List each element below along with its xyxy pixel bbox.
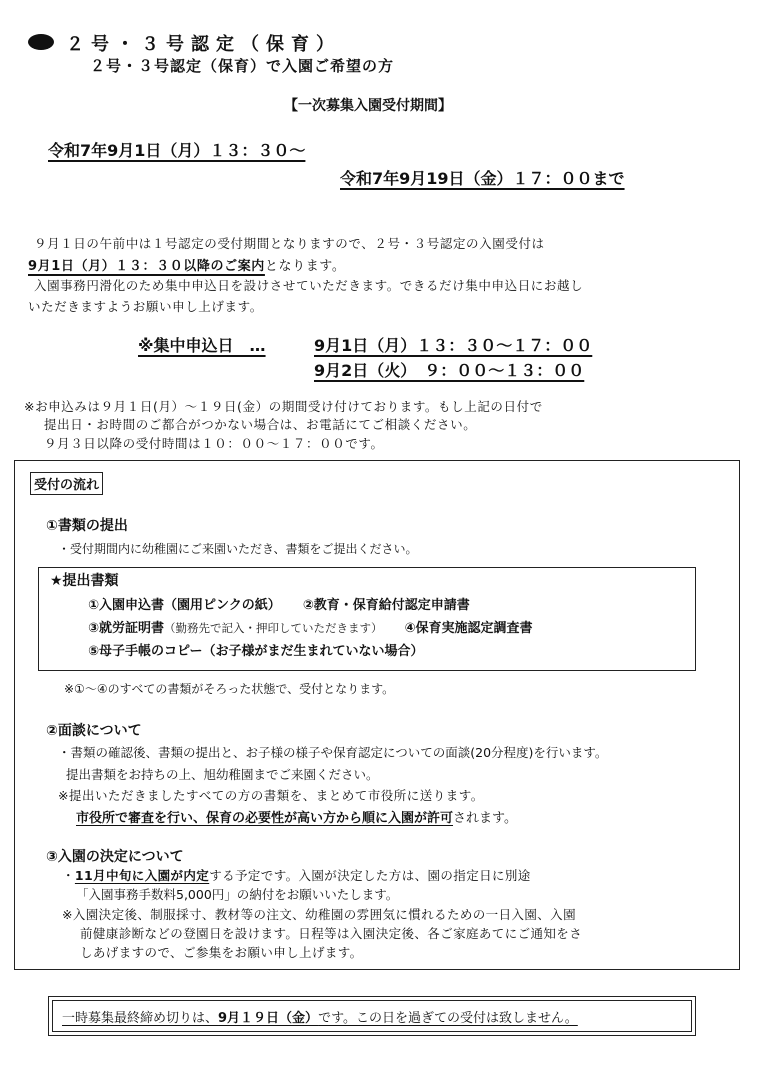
- intro-line-2-rest: となります。: [264, 259, 346, 274]
- step-3-line-5: しあげますので、ご参集をお願い申し上げます。: [80, 945, 363, 960]
- step-3-line-1: [62, 866, 531, 884]
- doc-3: ③就労証明書: [88, 621, 165, 636]
- deadline-prefix: 一時募集最終締め切りは、: [62, 1011, 219, 1026]
- step-3-line-3: ※入園決定後、制服採寸、教材等の注文、幼稚園の雰囲気に慣れるための一日入園、入園: [62, 907, 576, 922]
- step-3-line-2: 「入園事務手数料5,000円」の納付をお願いいたします。: [76, 887, 399, 902]
- bullet-circle-icon: [28, 34, 54, 50]
- step-3-line-1-prefix: ・: [62, 868, 75, 883]
- deadline-text: [62, 1007, 578, 1026]
- flow-title: 受付の流れ: [30, 472, 103, 495]
- step-2-highlight: 市役所で審査を行い、保育の必要性が高い方から順に入園が許可: [76, 811, 454, 826]
- intro-line-4: いただきますようお願い申し上げます。: [28, 299, 263, 314]
- schedule-label: ※集中申込日 …: [138, 336, 266, 355]
- note-line-1: ※お申込みは９月１日(月）～１９日(金）の期間受け付けております。もし上記の日付で: [24, 399, 543, 414]
- documents-line-2: [88, 617, 533, 636]
- schedule-day-1: 9月1日（月）１３：３０～１７：００: [314, 336, 593, 355]
- step-3-heading: ③入園の決定について: [46, 849, 184, 865]
- step-3-line-4: 前健康診断などの登園日を設けます。日程等は入園決定後、各ご家庭あてにご通知をさ: [80, 926, 583, 941]
- deadline-suffix: です。この日を過ぎての受付は致しません。: [318, 1011, 578, 1026]
- period-end: 令和7年9月19日（金）１７：００まで: [340, 169, 625, 188]
- documents-line-1: [88, 594, 470, 613]
- page-title: ２号・３号認定（保育）: [66, 34, 341, 55]
- step-2-line-4: [76, 807, 517, 826]
- note-line-3: ９月３日以降の受付時間は１０：００～１７：００です。: [44, 436, 384, 451]
- note-line-2: 提出日・お時間のご都合がつかない場合は、お電話にてご相談ください。: [44, 417, 477, 432]
- doc-1: ①入園申込書（園用ピンクの紙）: [88, 598, 281, 613]
- step-2-line-2: 提出書類をお持ちの上、旭幼稚園までご来園ください。: [66, 767, 379, 782]
- intro-line-1: ９月１日の午前中は１号認定の受付期間となりますので、２号・３号認定の入園受付は: [34, 236, 545, 251]
- documents-title: ★提出書類: [50, 573, 119, 589]
- schedule-day-2: 9月2日（火） ９：００～１３：００: [314, 361, 585, 380]
- period-start: 令和7年9月1日（月）１３：３０～: [48, 141, 306, 160]
- intro-line-2: [28, 255, 345, 274]
- doc-2: ②教育・保育給付認定申請書: [302, 598, 470, 613]
- documents-note: ※①～④のすべての書類がそろった状態で、受付となります。: [64, 682, 395, 696]
- doc-4: ④保育実施認定調査書: [404, 621, 533, 636]
- period-title: 【一次募集入園受付期間】: [284, 98, 452, 114]
- step-3-line-1-rest: する予定です。入園が決定した方は、園の指定日に別途: [209, 868, 531, 883]
- deadline-date: 9月１９日（金）: [218, 1011, 319, 1026]
- doc-5: ⑤母子手帳のコピー（お子様がまだ生まれていない場合）: [88, 644, 424, 659]
- intro-line-3: 入園事務円滑化のため集中申込日を設けさせていただきます。できるだけ集中申込日にお越し: [34, 278, 584, 293]
- step-2-heading: ②面談について: [46, 723, 142, 739]
- step-2-line-1: ・書類の確認後、書類の提出と、お子様の様子や保育認定についての面談(20分程度)を行います。: [58, 745, 608, 760]
- step-2-line-3: ※提出いただきましたすべての方の書類を、まとめて市役所に送ります。: [58, 788, 484, 803]
- intro-highlight: 9月1日（月）１３：３０以降のご案内: [28, 259, 265, 274]
- step-1-heading: ①書類の提出: [46, 518, 128, 534]
- step-1-line: ・受付期間内に幼稚園にご来園いただき、書類をご提出ください。: [58, 542, 418, 556]
- doc-3-note: （勤務先で記入・押印していただきます）: [164, 621, 383, 635]
- step-3-highlight: 11月中旬に入園が内定: [74, 868, 210, 883]
- page-subtitle: ２号・３号認定（保育）で入園ご希望の方: [90, 57, 395, 75]
- step-2-line-4-rest: されます。: [453, 811, 517, 826]
